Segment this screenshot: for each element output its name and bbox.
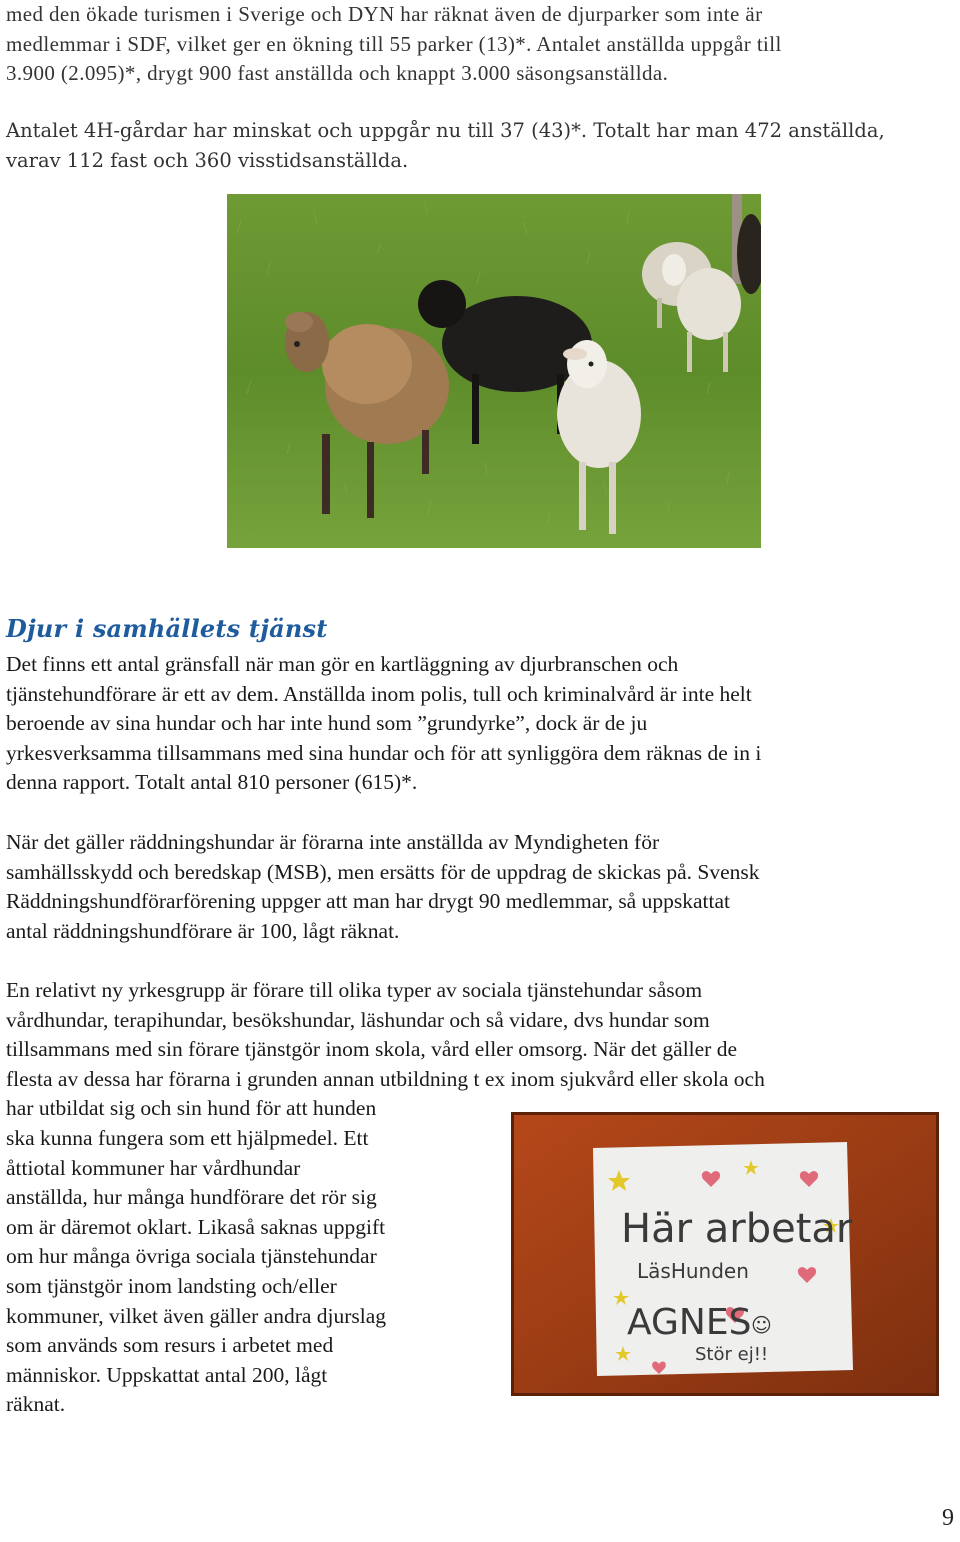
text-line: När det gäller räddningshundar är förarna inte anställda av Myndigheten för [6,830,660,854]
section-paragraph-1 [6,650,761,798]
text-line: Det finns ett antal gränsfall när man gör en kartläggning av djurbranschen och [6,652,679,676]
section-heading: Djur i samhällets tjänst [6,614,328,643]
intro-paragraph-1 [6,0,782,89]
sign-photo [511,1112,939,1396]
page-number: 9 [942,1505,954,1531]
text-line: flesta av dessa har förarna i grunden annan utbildning t ex inom sjukvård eller skola och [6,1066,765,1091]
text-line: kommuner, vilket även gäller andra djurslag [6,1303,387,1328]
text-line: ska kunna fungera som ett hjälpmedel. Ett [6,1125,369,1150]
text-line: antal räddningshundförare är 100, lågt räknat. [6,918,400,943]
text-line: medlemmar i SDF, vilket ger en ökning till 55 parker (13)*. Antalet anställda uppgår till [6,31,782,56]
text-line: Antalet 4H-gårdar har minskat och uppgår nu till 37 (43)*. Totalt har man 472 anställda, [6,119,885,142]
text-line: som tjänstgör inom landsting och/eller [6,1273,337,1298]
text-line: tillsammans med sin förare tjänstgör inom skola, vård eller omsorg. När det gäller de [6,1037,738,1062]
text-line: åttiotal kommuner har vårdhundar [6,1155,301,1180]
text-line: med den ökade turismen i Sverige och DYN har räknat även de djurparker som inte är [6,2,763,26]
svg-text:☺: ☺ [751,1313,772,1337]
sign-line-1: Här arbetar [621,1206,853,1252]
text-line: Räddningshundförarförening uppger att man har drygt 90 medlemmar, så uppskattat [6,889,730,914]
text-line: beroende av sina hundar och har inte hund som ”grundyrke”, dock är de ju [6,711,648,736]
text-line: yrkesverksamma tillsammans med sina hundar och för att synliggöra dem räknas de in i [6,740,762,765]
text-line: anställda, hur många hundförare det rör sig [6,1185,377,1210]
sign-line-2: LäsHunden [637,1259,749,1283]
text-line: vårdhundar, terapihundar, besökshundar, läshundar och så vidare, dvs hundar som [6,1007,710,1032]
text-line: tjänstehundförare är ett av dem. Anställda inom polis, tull och kriminalvård är inte helt [6,681,752,706]
text-line: varav 112 fast och 360 visstidsanställda. [6,148,409,172]
sign-line-3: AGNES [627,1302,752,1343]
text-line: En relativt ny yrkesgrupp är förare till olika typer av sociala tjänstehundar såsom [6,978,703,1002]
text-line: människor. Uppskattat antal 200, lågt [6,1362,328,1387]
text-line: om är däremot oklart. Likaså saknas uppgift [6,1214,386,1239]
text-line: har utbildat sig och sin hund för att hunden [6,1096,377,1121]
text-line: om hur många övriga sociala tjänstehundar [6,1244,377,1269]
intro-paragraph-2 [6,116,885,175]
text-line: 3.900 (2.095)*, drygt 900 fast anställda och knappt 3.000 säsongsanställda. [6,61,669,86]
text-line: samhällsskydd och beredskap (MSB), men ersätts för de uppdrag de skickas på. Svensk [6,859,760,884]
text-line: räknat. [6,1392,66,1417]
text-line: denna rapport. Totalt antal 810 personer (615)*. [6,770,418,795]
text-line: som används som resurs i arbetet med [6,1333,334,1358]
sheep-photo [227,194,761,548]
sign-line-4: Stör ej!! [695,1344,769,1365]
section-paragraph-2 [6,828,760,946]
